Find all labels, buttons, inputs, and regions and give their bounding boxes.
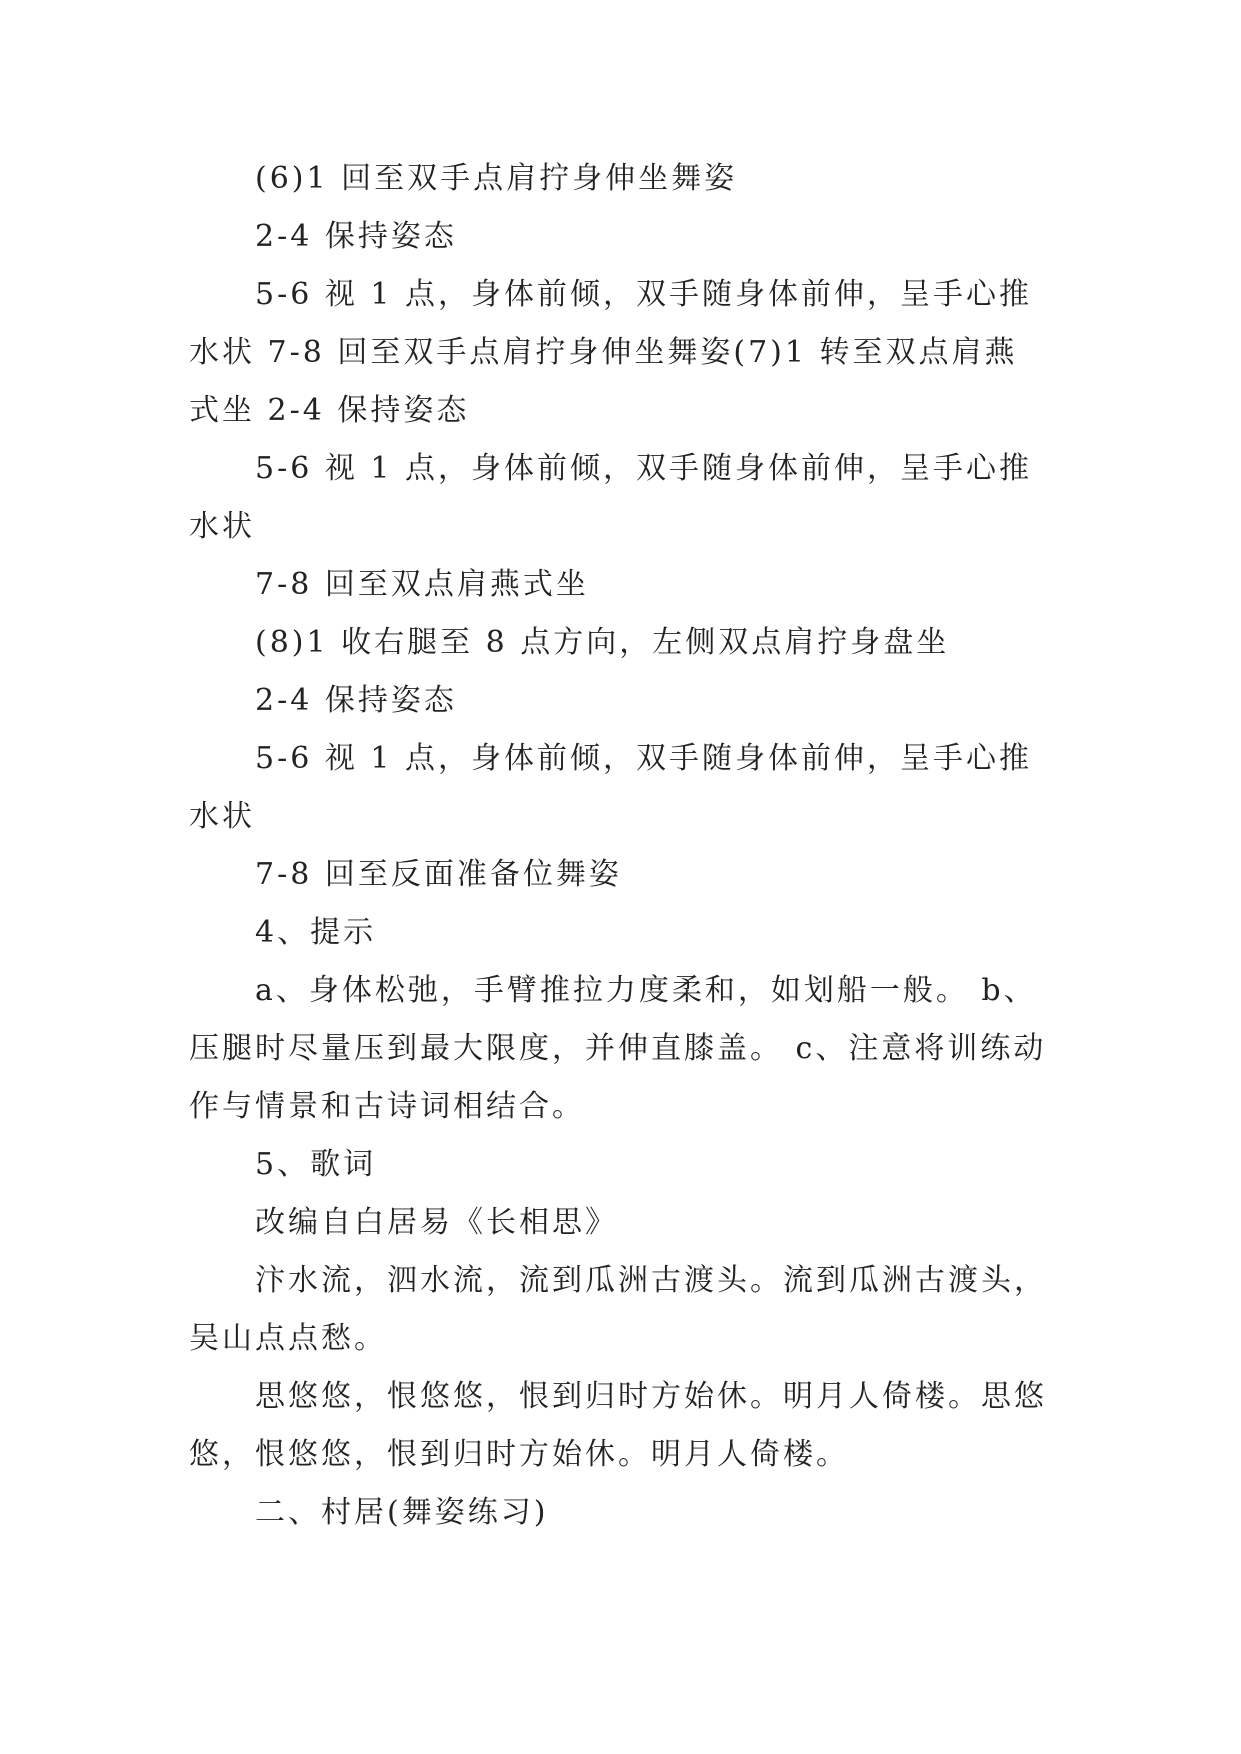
paragraph-step-7-7-8: 7-8 回至双点肩燕式坐 xyxy=(255,567,589,602)
paragraph-lyrics-verse-2: 思悠悠，恨悠悠，恨到归时方始休。明月人倚楼。思悠悠，恨悠悠，恨到归时方始休。明月人倚楼。 xyxy=(189,1379,1047,1472)
document-page xyxy=(189,150,1049,1542)
section-heading-lyrics: 5、歌词 xyxy=(255,1147,377,1182)
paragraph-step-8-5-6: 5-6 视 1 点，身体前倾，双手随身体前伸，呈手心推水状 xyxy=(189,741,1033,834)
paragraph-step-6-1: (6)1 回至双手点肩拧身伸坐舞姿 xyxy=(255,161,738,196)
paragraph-step-7-5-6: 5-6 视 1 点，身体前倾，双手随身体前伸，呈手心推水状 xyxy=(189,451,1033,544)
paragraph-tips: a、身体松弛，手臂推拉力度柔和，如划船一般。 b、压腿时尽量压到最大限度，并伸直膝盖。 c、注意将训练动作与情景和古诗词相结合。 xyxy=(189,973,1047,1124)
section-heading-tips: 4、提示 xyxy=(255,915,377,950)
paragraph-step-8-1: (8)1 收右腿至 8 点方向，左侧双点肩拧身盘坐 xyxy=(255,625,950,660)
section-heading-cunju: 二、村居(舞姿练习) xyxy=(255,1495,549,1530)
paragraph-step-6-5-8-and-7: 5-6 视 1 点，身体前倾，双手随身体前伸，呈手心推水状 7-8 回至双手点肩拧身伸坐舞姿(7)1 转至双点肩燕式坐 2-4 保持姿态 xyxy=(189,277,1033,428)
paragraph-lyrics-verse-1: 汴水流，泗水流，流到瓜洲古渡头。流到瓜洲古渡头，吴山点点愁。 xyxy=(189,1263,1047,1356)
paragraph-step-8-7-8: 7-8 回至反面准备位舞姿 xyxy=(255,857,622,892)
paragraph-lyrics-source: 改编自白居易《长相思》 xyxy=(255,1205,618,1240)
paragraph-step-6-2-4: 2-4 保持姿态 xyxy=(255,219,457,254)
paragraph-step-8-2-4: 2-4 保持姿态 xyxy=(255,683,457,718)
